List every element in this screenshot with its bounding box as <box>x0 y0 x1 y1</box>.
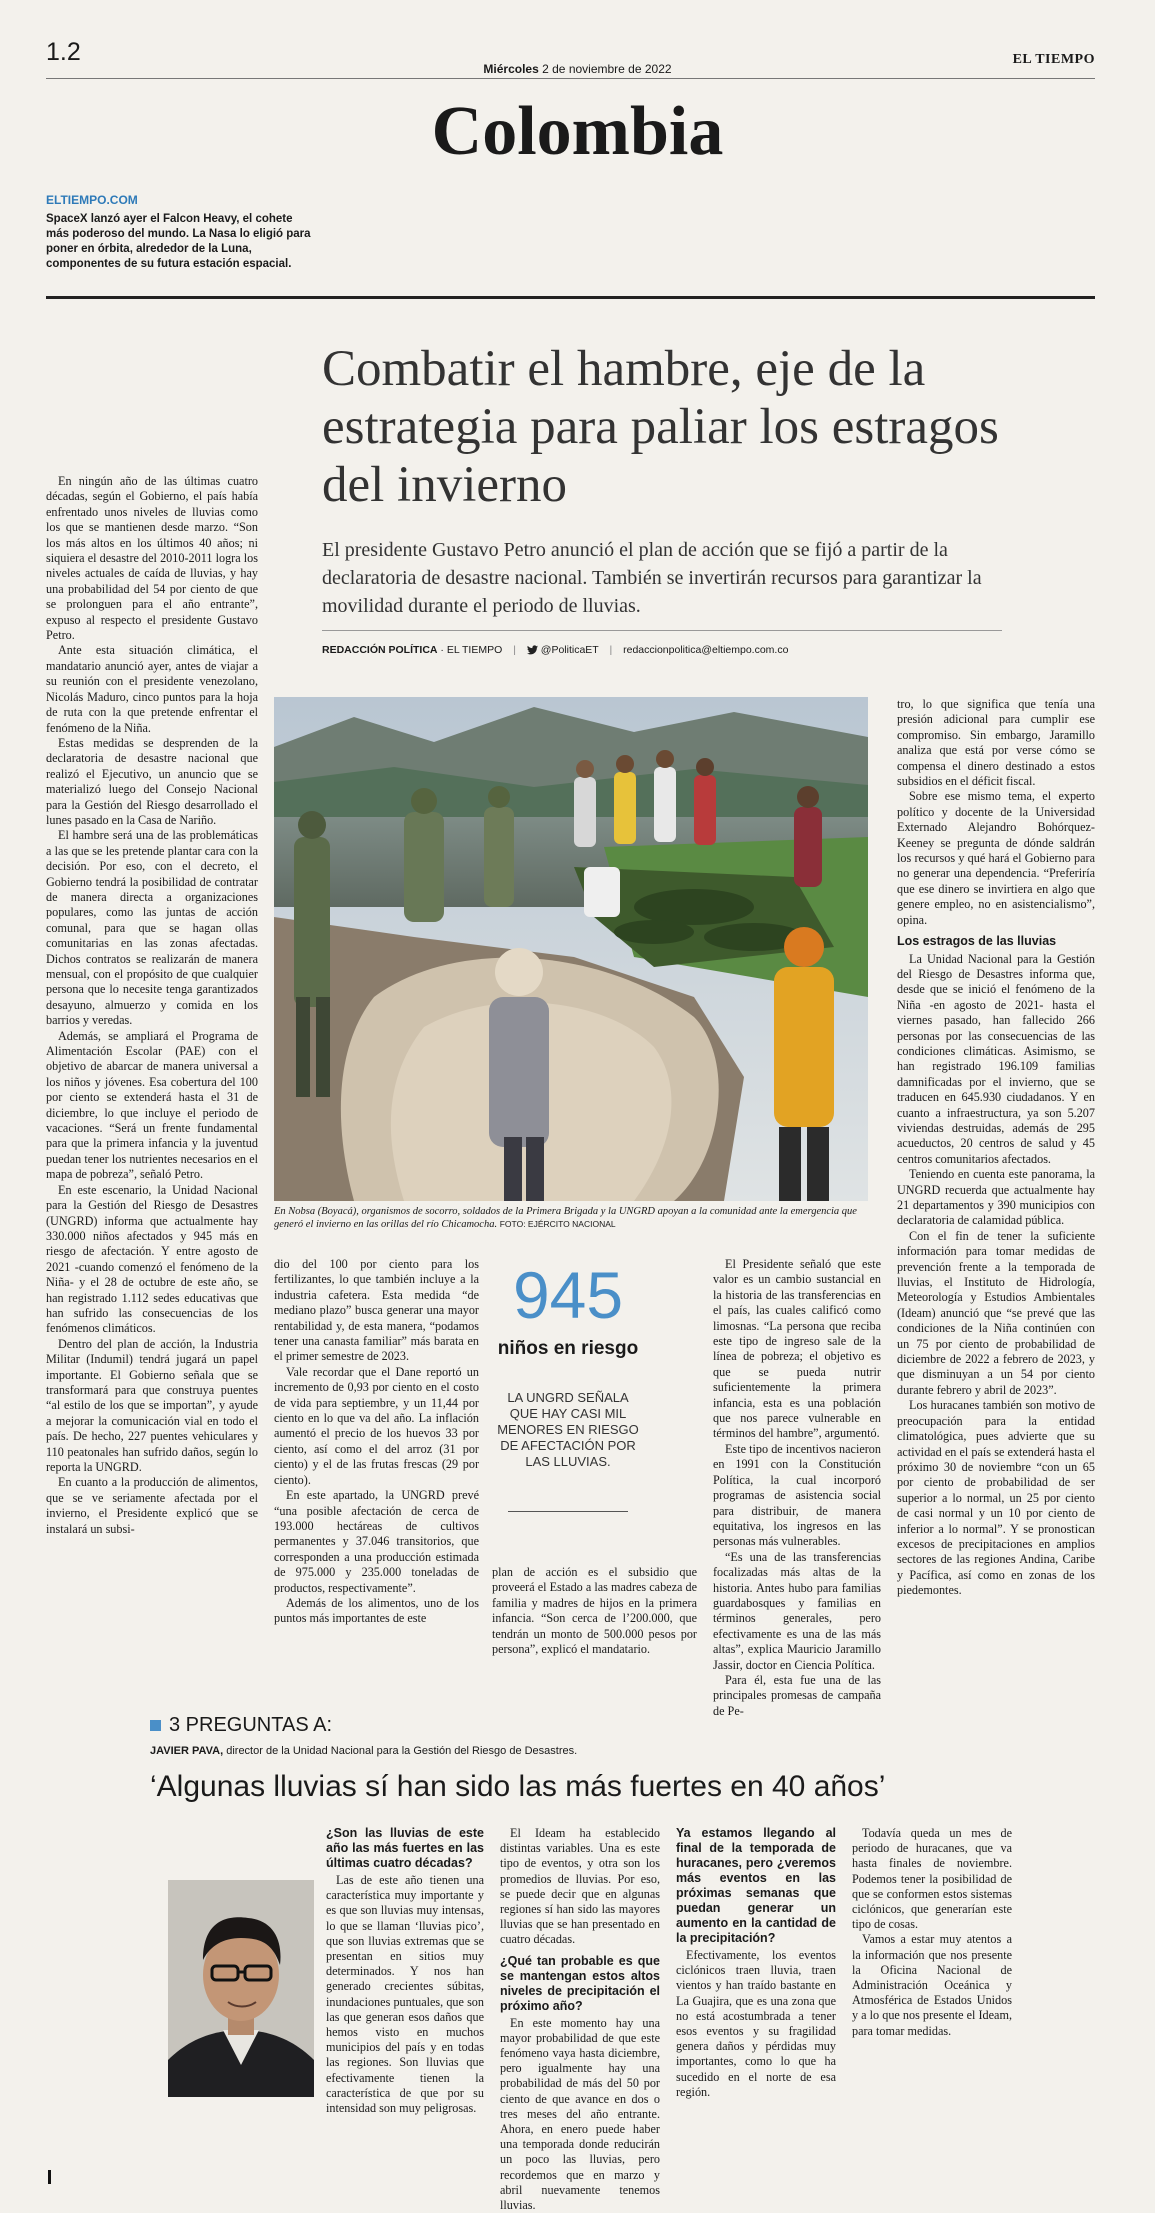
paragraph: Con el fin de tener la suficiente información para tomar medidas de prevención frente a la temporada de lluvias, el Instituto de Hidrología, Meteorología y Estudios Ambientales (Ideam) anunció que “se prevé que las condiciones de la Niña continúen con un 75 por ciento de probabilidad de diciembre de 2022 a febrero de 2023, y que disminuyan a un 54 por ciento durante febrero y abril de 2023”. <box>897 1228 1095 1397</box>
page-number: 1.2 <box>46 38 81 66</box>
byline <box>322 644 1002 658</box>
stat-number: 945 <box>512 1258 624 1332</box>
paragraph: El Presidente señaló que este valor es un cambio sustancial en la historia de las transferencias en el país, las cuales calificó como limosnas. “La persona que reciba este tipo de ingreso sale de la línea de pobreza; el objetivo es que se pueda nutrir suficientemente la primera infancia, esta es una población que nos parece vulnerable en términos del hambre”, argumentó. <box>713 1257 881 1441</box>
stat-rule <box>508 1511 628 1512</box>
answer: Vamos a estar muy atentos a la información que nos presente la Oficina Nacional de Administración Oceánica y Atmosférica de Estados Unidos y a lo que nos presente el Ideam, para tomar medidas. <box>852 1932 1012 2038</box>
paragraph: Este tipo de incentivos nacieron en 1991 con la Constitución Política, la cual incorporó programas de asistencia social para distribuir, de manera equitativa, los ingresos en las personas más vulnerables. <box>713 1441 881 1549</box>
interviewee-role: director de la Unidad Nacional para la Gestión del Riesgo de Desastres. <box>226 1745 578 1757</box>
question: ¿Son las lluvias de este año las más fuertes en las últimas cuatro décadas? <box>326 1826 484 1870</box>
twitter-icon <box>527 645 538 658</box>
answer: En este momento hay una mayor probabilidad de que este fenómeno vaya hasta diciembre, pero igualmente hay una probabilidad de más del 50 por ciento de que avance en dos o tres meses del año entrante. Ahora, en enero puede haber una temporada donde reducirán un poco las lluvias, pero recordemos que en marzo y abril nuevamente tenemos lluvias. <box>500 2015 660 2213</box>
interview-kicker <box>150 1714 332 1737</box>
byline-separator: | <box>609 644 613 656</box>
paragraph: Teniendo en cuenta este panorama, la UNGRD recuerda que actualmente hay 21 departamentos y 390 municipios con declaratoria de calamidad pública. <box>897 1167 1095 1228</box>
paragraph: tro, lo que significa que tenía una presión adicional para cumplir ese compromiso. Sin embargo, Jaramillo analiza que está por verse cómo se compensa el dinero destinado a estos subsidios en el déficit fiscal. <box>897 697 1095 789</box>
paragraph: Dentro del plan de acción, la Industria Militar (Indumil) tendrá jugará un papel importante. El Gobierno señala que se transformará para que construya puentes “al estilo de los que se importan”, y ayude a mejorar la comunicación vial en todo el país. De hecho, 227 puentes vehiculares y 110 peatonales han sufrido daños, según lo reporta la UNGRD. <box>46 1336 258 1474</box>
interview-column-3 <box>676 1826 836 2100</box>
interviewee-name: JAVIER PAVA, <box>150 1745 224 1757</box>
article-column-2 <box>274 1257 479 1627</box>
article-column-5 <box>897 697 1095 1599</box>
promo-text: SpaceX lanzó ayer el Falcon Heavy, el cohete más poderoso del mundo. La Nasa lo eligió para poner en órbita, alrededor de la Luna, componentes de su futura estación espacial. <box>46 213 311 270</box>
paragraph: Vale recordar que el Dane reportó un incremento de 0,93 por ciento en el costo de vida para septiembre, y un 11,44 por ciento en lo que va del año. La inflación aumentó el precio de los huevos 33 por ciento, así como el del arroz (31 por ciento) y el de las frutas frescas (29 por ciento). <box>274 1364 479 1487</box>
interview-column-4 <box>852 1826 1012 2039</box>
article-column-1 <box>46 474 258 1537</box>
answer: El Ideam ha establecido distintas variables. Una es este tipo de eventos, y otra son los promedios de lluvias. Por eso, se puede decir que en algunas regiones sí han sido las mayores lluvias que se han presentado en cuatro décadas. <box>500 1826 660 1947</box>
article-column-4 <box>713 1257 881 1719</box>
interviewee <box>150 1745 577 1757</box>
paragraph: “Es una de las transferencias focalizadas más altas de la historia. Antes hubo para familias guardabosques y familias en términos generales, pero efectivamente es una de las más altas”, explica Mauricio Jaramillo Jassir, doctor en Ciencia Política. <box>713 1549 881 1672</box>
paragraph: En este escenario, la Unidad Nacional para la Gestión del Riesgo de Desastres (UNGRD) informa que actualmente hay 330.000 niños afectados y 945 más en riesgo de afectación. Y entre agosto de 2021 -cuando comenzó el fenómeno de la Niña- y el 28 de octubre de este año, se han registrado 1.112 sedes educativas que han sufrido las consecuencias de los fenómenos climáticos. <box>46 1182 258 1336</box>
square-bullet-icon <box>150 1720 161 1731</box>
answer: Todavía queda un mes de periodo de huracanes, que va hasta finales de noviembre. Podemos tener la posibilidad de que se conformen estos sistemas ciclónicos, que generarían este tipo de cosas. <box>852 1826 1012 1932</box>
photo-caption <box>274 1205 868 1231</box>
paragraph: En ningún año de las últimas cuatro décadas, según el Gobierno, el país había enfrentado unos niveles de lluvias como los que se mantienen desde marzo. “Son los más altos en los últimos 40 años; ni siquiera el desastre del 2010-2011 logra los niveles actuales de caída de lluvias, y hay una probabilidad del 54 por ciento de que se prolonguen para el año entrante”, expuso al respecto el presidente Gustavo Petro. <box>46 474 258 643</box>
answer: Efectivamente, los eventos ciclónicos traen lluvia, traen vientos y han traído bastante en La Guajira, que es una zona que no está acostumbrada a tener esos eventos y su fragilidad genera daños y pérdidas muy importantes, como lo que ha sucedido en el norte de esa región. <box>676 1948 836 2099</box>
top-rule <box>46 78 1095 79</box>
footer-mark <box>48 2170 51 2184</box>
byline-brand: · EL TIEMPO <box>440 644 503 656</box>
paragraph: Además de los alimentos, uno de los puntos más importantes de este <box>274 1595 479 1626</box>
deck: El presidente Gustavo Petro anunció el plan de acción que se fijó a partir de la declaratoria de desastre nacional. También se invertirán recursos para garantizar la movilidad durante el periodo de lluvias. <box>322 539 982 617</box>
promo-tag[interactable]: ELTIEMPO.COM <box>46 193 138 207</box>
portrait-photo <box>168 1880 314 2097</box>
paragraph: El hambre será una de las problemáticas a las que se les pretende plantar cara con la decisión. Por eso, con el decreto, el Gobierno tendrá la posibilidad de contratar de manera directa a organizaciones populares, como las juntas de acción comunal, para que se hagan ollas comunitarias en las zonas afectadas. Dichos contratos se realizarán de manera mensual, con el propósito de que cualquier persona que lo necesite tenga garantizados desayuno, almuerzo y comida en los barrios y veredas. <box>46 828 258 1028</box>
article-column-3 <box>492 1565 697 1657</box>
date-rest: 2 de noviembre de 2022 <box>542 62 672 76</box>
photo-credit: FOTO: EJÉRCITO NACIONAL <box>499 1219 616 1229</box>
byline-rule <box>322 630 1002 631</box>
date-day: Miércoles <box>483 62 539 76</box>
paragraph: Ante esta situación climática, el mandatario anunció ayer, antes de viajar a su reunión con el presidente venezolano, Nicolás Maduro, cinco puntos para la hoja de ruta con la que pretende enfrentar el fenómeno de la Niña. <box>46 643 258 735</box>
interview-column-2 <box>500 1826 660 2213</box>
interview-kicker-text: 3 PREGUNTAS A: <box>169 1714 333 1736</box>
byline-separator: | <box>513 644 516 656</box>
section-title: Colombia <box>431 93 724 170</box>
interview-column-1 <box>326 1826 484 2116</box>
paragraph: plan de acción es el subsidio que proveerá el Estado a las madres cabeza de familia y madres de hijos en la primera infancia. “Son cerca de l’200.000, que tendrán un monto de 500.000 pesos por persona”, explicó el mandatario. <box>492 1565 697 1657</box>
stat-description: LA UNGRD SEÑALA QUE HAY CASI MIL MENORES EN RIESGO DE AFECTACIÓN POR LAS LLUVIAS. <box>497 1390 639 1469</box>
paragraph: Para él, esta fue una de las principales promesas de campaña de Pe- <box>713 1672 881 1718</box>
paragraph: La Unidad Nacional para la Gestión del Riesgo de Desastres informa que, desde que se inició el fenómeno de la Niña -en agosto de 2021- hasta el viernes pasado, han fallecido 266 personas por las consecuencias de las condiciones climáticas. Asimismo, se han registrado 196.109 familias damnificadas por el invierno, que se traducen en 645.930 ciudadanos. Y en cuanto a infraestructura, ya son 5.207 viviendas destruidas, además de 295 acueductos, 20 centros de salud y 45 centros comunitarios afectados. <box>897 951 1095 1166</box>
question: Ya estamos llegando al final de la temporada de huracanes, pero ¿veremos más eventos en las próximas semanas que puedan generar un aumento en la cantidad de la precipitación? <box>676 1826 836 1945</box>
caption-text: En Nobsa (Boyacá), organismos de socorro, soldados de la Primera Brigada y la UNGRD apoyan a la comunidad ante la emergencia que generó el invierno en las orillas del río Chicamocha. <box>274 1206 857 1230</box>
news-photo <box>274 697 868 1201</box>
dateline <box>0 62 1155 76</box>
paragraph: dio del 100 por ciento para los fertilizantes, lo que también incluye a la industria cafetera. Esta medida “de mediano plazo” busca generar una mayor rentabilidad y, de esta manera, “podamos tener una canasta familiar” más barata en el primer semestre de 2023. <box>274 1257 479 1364</box>
byline-twitter[interactable]: @PoliticaET <box>540 644 599 656</box>
paragraph: En este apartado, la UNGRD prevé “una posible afectación de cerca de 193.000 hectáreas de cultivos permanentes y 37.046 transitorios, que corresponden a una producción estimada de 975.000 y 235.000 toneladas de productos, respectivamente”. <box>274 1488 479 1595</box>
paragraph: En cuanto a la producción de alimentos, que se ve seriamente afectada por el invierno, el Presidente explicó que se instalará un subsi- <box>46 1475 258 1536</box>
byline-email[interactable]: redaccionpolitica@eltiempo.com.co <box>623 644 789 656</box>
headline: Combatir el hambre, eje de la estrategia para paliar los estragos del invierno <box>322 341 999 513</box>
stat-label: niños en riesgo <box>497 1338 639 1359</box>
brand-logo: EL TIEMPO <box>1012 52 1095 67</box>
paragraph: Sobre ese mismo tema, el experto político y docente de la Universidad Externado Alejandro Bohórquez-Keeney se pregunta de dónde saldrán los recursos y qué hará el Gobierno para no generar una dependencia. “Preferiría que ese dinero se invirtiera en algo que genere empleo, no en asistencialismo”, opina. <box>897 789 1095 927</box>
byline-desk: REDACCIÓN POLÍTICA <box>322 644 438 656</box>
paragraph: Los huracanes también son motivo de preocupación para la entidad climatológica, pues advierte que su actividad en el país se extenderá hasta el próximo 30 de noviembre “con un 65 por ciento de probabilidad de ser superior a lo normal, un 25 por ciento de casi normal y un 10 por ciento de inferior a lo normal”. Y se pronostican excesos de precipitaciones en amplios sectores de las regiones Andina, Caribe y Pacífica, así como en zonas de los piedemontes. <box>897 1398 1095 1598</box>
question: ¿Qué tan probable es que se mantengan estos altos niveles de precipitación el próximo año? <box>500 1953 660 2013</box>
answer: Las de este año tienen una característica muy importante y es que son lluvias muy intensas, lo que se llaman ‘lluvias pico’, que son lluvias extremas que se presentan en sitios muy determinados. Y nos han generado crecientes súbitas, inundaciones puntuales, que son las que generan esos daños que hemos visto en muchos municipios del país y en todas las regiones. Son lluvias que efectivamente tienen la característica de que por su intensidad son muy peligrosas. <box>326 1873 484 2116</box>
interview-quote: ‘Algunas lluvias sí han sido las más fuertes en 40 años’ <box>150 1770 886 1803</box>
paragraph: Además, se ampliará el Programa de Alimentación Escolar (PAE) con el objetivo de abarcar de manera universal a los niños y jóvenes. Esa cobertura del 100 por ciento se extenderá hasta el 31 de diciembre, lo que incluye el periodo de vacaciones. “Será un frente fundamental para que la primera infancia y la juventud puedan tener los nutrientes necesarios en el mapa de pobreza”, señaló Petro. <box>46 1028 258 1182</box>
section-divider <box>46 296 1095 299</box>
subheading: Los estragos de las lluvias <box>897 934 1057 949</box>
paragraph: Estas medidas se desprenden de la declaratoria de desastre nacional que realizó el Ejecutivo, un anuncio que se materializó luego del Consejo Nacional para la Gestión del Riesgo desarrollado el lunes pasado en la Casa de Nariño. <box>46 735 258 827</box>
